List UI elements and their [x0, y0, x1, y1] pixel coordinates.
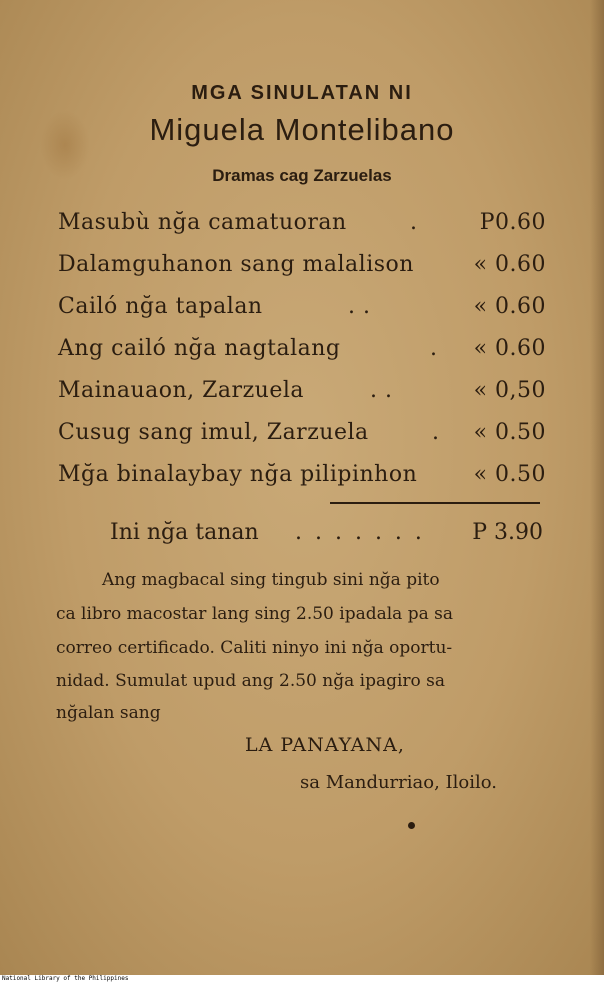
item-price: « 0.60 [473, 294, 546, 319]
total-label: Ini nğa tanan [110, 520, 259, 545]
item-title: Dalamguhanon sang malalison [58, 252, 414, 277]
total-row [110, 520, 543, 554]
paragraph-line: correo certificado. Caliti ninyo ini nğa oportu- [56, 638, 453, 658]
publisher-location: sa Mandurriao, Iloilo. [300, 772, 497, 793]
paragraph-line: Ang magbacal sing tingub sini nğa pito [102, 570, 440, 590]
paragraph-line: nidad. Sumulat upud ang 2.50 nğa ipagiro sa [56, 671, 446, 691]
list-item [58, 294, 546, 328]
item-title: Mainauaon, Zarzuela [58, 378, 304, 403]
author-name: Miguela Montelibano [149, 112, 455, 147]
item-price: « 0.60 [473, 336, 546, 361]
divider-rule [330, 502, 540, 504]
total-price: P 3.90 [472, 520, 543, 545]
item-price: « 0.50 [473, 462, 546, 487]
list-item [58, 210, 546, 244]
item-price: P0.60 [479, 210, 546, 235]
list-item [58, 252, 546, 286]
footer-credit: National Library of the Philippines [2, 975, 129, 982]
publisher-name: LA PANAYANA, [245, 734, 405, 756]
ornament-dot [408, 822, 415, 829]
list-item [58, 378, 546, 412]
item-title: Masubù nğa camatuoran [58, 210, 347, 235]
item-leader-dots: . [410, 210, 418, 235]
list-item [58, 420, 546, 454]
list-item [58, 336, 546, 370]
item-leader-dots: . [430, 336, 438, 361]
item-title: Mğa binalaybay nğa pilipinhon [58, 462, 418, 487]
subtitle: Dramas cag Zarzuelas [212, 166, 392, 185]
paragraph-line: ca libro macostar lang sing 2.50 ipadala pa sa [56, 604, 454, 624]
item-price: « 0.60 [473, 252, 546, 277]
item-price: « 0,50 [473, 378, 546, 403]
total-leader-dots: . . . . . . . [295, 520, 425, 545]
item-price: « 0.50 [473, 420, 546, 445]
item-title: Cusug sang imul, Zarzuela [58, 420, 369, 445]
list-item [58, 462, 546, 496]
item-title: Cailó nğa tapalan [58, 294, 263, 319]
header-line: MGA SINULATAN NI [191, 82, 413, 104]
paragraph-line: nğalan sang [56, 703, 161, 723]
item-leader-dots: . . [348, 294, 371, 319]
item-leader-dots: . [432, 420, 440, 445]
item-title: Ang cailó nğa nagtalang [58, 336, 341, 361]
item-leader-dots: . . [370, 378, 393, 403]
